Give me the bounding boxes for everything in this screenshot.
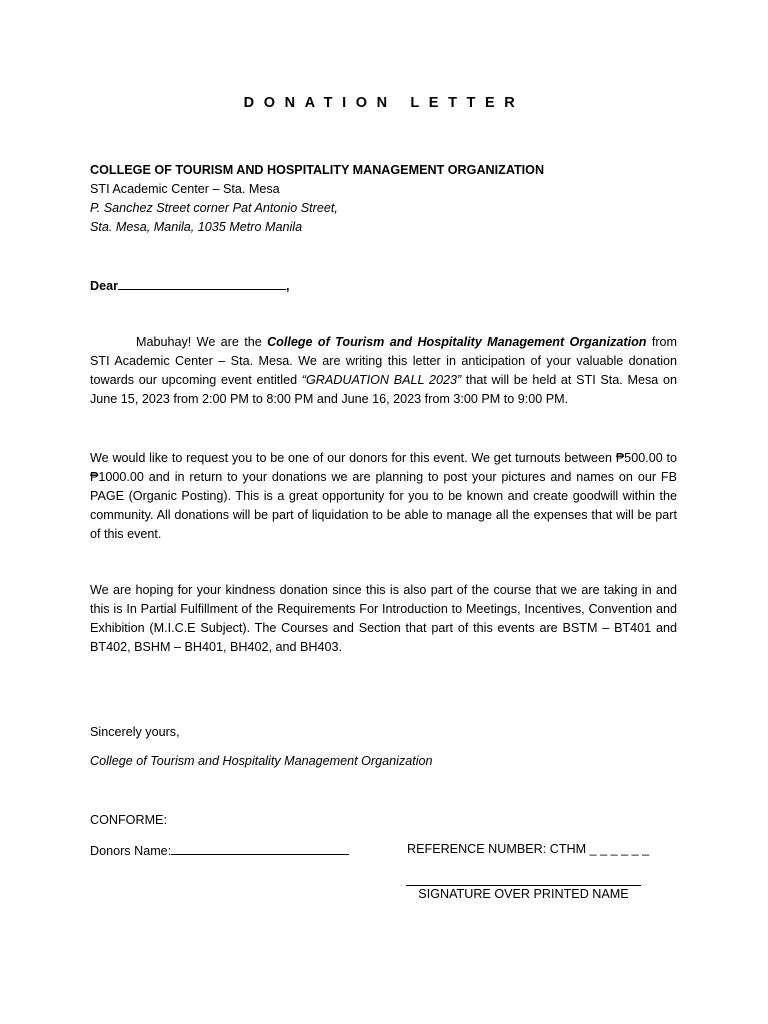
signature-line <box>406 885 641 886</box>
paragraph1-org: College of Tourism and Hospitality Management Organization <box>267 335 647 349</box>
signature-label: SIGNATURE OVER PRINTED NAME <box>418 887 629 901</box>
salutation-comma: , <box>286 279 290 293</box>
donors-name-field <box>90 842 349 858</box>
paragraph1-lead: Mabuhay! We are the <box>136 335 268 349</box>
address-organization: COLLEGE OF TOURISM AND HOSPITALITY MANAGEMENT ORGANIZATION <box>90 163 545 177</box>
salutation <box>90 276 290 293</box>
paragraph1-event: “GRADUATION BALL 2023” <box>301 373 462 387</box>
paragraph-course: We are hoping for your kindness donation since this is also part of the course that we are taking in and this is In Partial Fulfillment of the Requirements For Introduction to Meetings, Incentives, Convention and Exhibition (M.I.C.E Subject). The Courses and Section that part of this events are BSTM – BT401 and BT402, BSHM – BH401, BH402, and BH403. <box>90 583 677 654</box>
recipient-address-block <box>90 161 544 237</box>
address-center: STI Academic Center – Sta. Mesa <box>90 182 280 196</box>
reference-number: REFERENCE NUMBER: CTHM _ _ _ _ _ _ <box>407 842 650 856</box>
conforme-label: CONFORME: <box>90 813 167 827</box>
paragraph-request: We would like to request you to be one of our donors for this event. We get turnouts between ₱500.00 to ₱1000.00 and in return to your donations we are planning to post your pictures and names on our FB PAGE (Organic Posting). This is a great opportunity for you to be known and create goodwill within the community. All donations will be part of liquidation to be able to manage all the expenses that will be part of this event. <box>90 451 677 541</box>
letter-title: DONATION LETTER <box>243 95 525 111</box>
address-city: Sta. Mesa, Manila, 1035 Metro Manila <box>90 220 303 234</box>
address-street: P. Sanchez Street corner Pat Antonio Street, <box>90 201 338 215</box>
closing: Sincerely yours, <box>90 725 180 739</box>
salutation-word: Dear <box>90 279 119 293</box>
paragraph1-tail: that will be held at STI Sta. Mesa on June 15, 2023 from 2:00 PM to 8:00 PM and June 16, 2023 from 3:00 PM to 9:00 PM. <box>90 373 677 406</box>
donors-name-label: Donors Name: <box>90 844 172 858</box>
salutation-name-blank <box>118 276 286 290</box>
paragraph1-mid: from STI Academic Center – Sta. Mesa. We are writing this letter in anticipation of your valuable donation towards our upcoming event entitled <box>90 335 678 387</box>
paragraph-introduction <box>90 333 677 409</box>
signatory-organization: College of Tourism and Hospitality Management Organization <box>90 754 433 768</box>
donors-name-blank <box>171 842 349 855</box>
